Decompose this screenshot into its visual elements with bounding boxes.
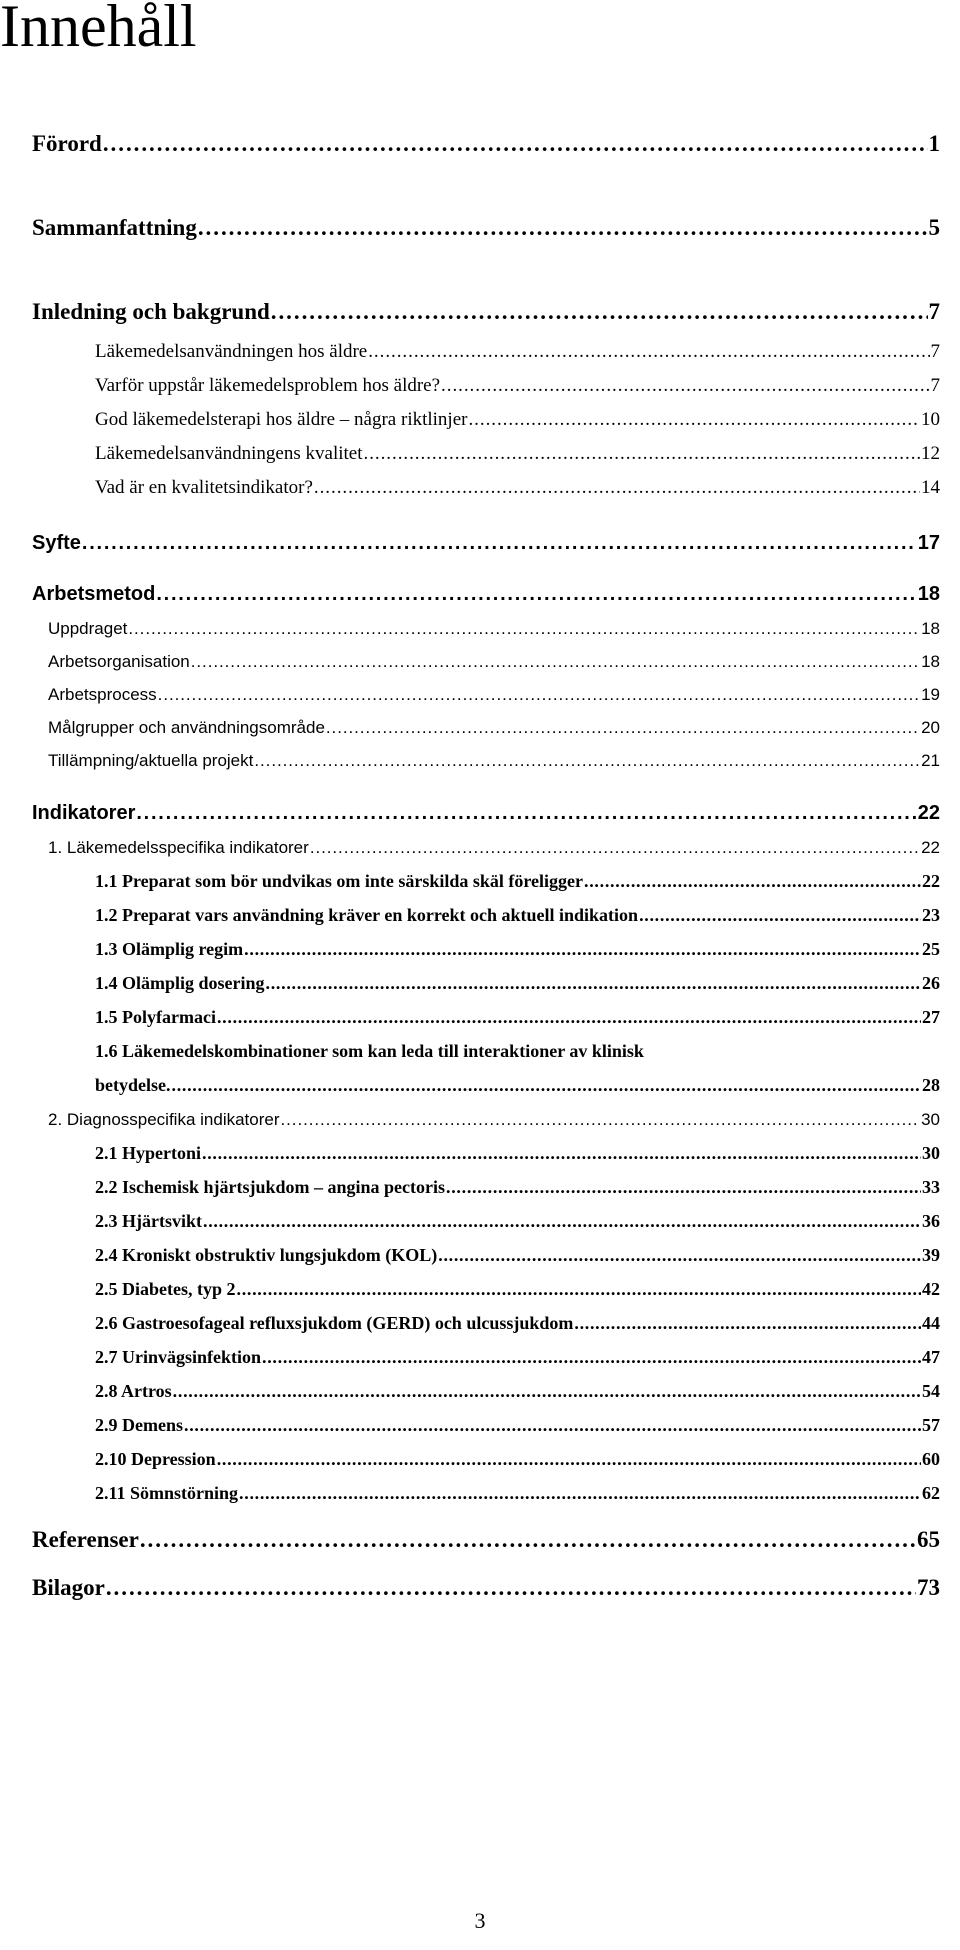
- dot-leader: [136, 802, 916, 825]
- toc-subentry[interactable]: [95, 1449, 940, 1470]
- dot-leader: [446, 1177, 921, 1198]
- toc-entry-label: 2.9 Demens: [95, 1415, 183, 1435]
- toc-entry-label: 2.11 Sömnstörning: [95, 1483, 239, 1503]
- dot-leader: [217, 1007, 921, 1028]
- toc-subentry[interactable]: [95, 443, 940, 465]
- toc-entry-page: 73: [917, 1575, 940, 1600]
- dot-leader: [364, 443, 921, 465]
- toc-entry-forord[interactable]: [32, 131, 940, 157]
- toc-entry-page: 60: [922, 1449, 940, 1469]
- dot-leader: [198, 215, 928, 241]
- dot-leader: [262, 1347, 921, 1368]
- toc-subentry[interactable]: [95, 477, 940, 499]
- toc-entry-page: 7: [930, 341, 940, 362]
- toc-entry-label: 2.10 Depression: [95, 1449, 216, 1469]
- toc-subentry[interactable]: [95, 1143, 940, 1164]
- dot-leader: [281, 1110, 921, 1130]
- toc-entry-label: Arbetsmetod: [32, 583, 156, 605]
- dot-leader: [254, 751, 920, 771]
- toc-entry-label: Målgrupper och användningsområde: [48, 718, 325, 737]
- page-number: 3: [474, 1908, 486, 1933]
- dot-leader: [237, 1279, 922, 1300]
- dot-leader: [326, 718, 920, 738]
- toc-entry-label: 1.3 Olämplig regim: [95, 939, 244, 959]
- toc-entry-page: 44: [922, 1313, 940, 1333]
- toc-entry-page: 7: [928, 299, 940, 324]
- toc-entry-page: 65: [917, 1527, 940, 1552]
- toc-subentry-interaktioner-line1[interactable]: 1.6 Läkemedelskombinationer som kan leda till interaktioner av klinisk: [95, 1041, 644, 1061]
- toc-subentry[interactable]: [95, 1313, 940, 1334]
- toc-subentry[interactable]: [95, 905, 940, 926]
- toc-entry-page: 18: [921, 619, 940, 638]
- toc-subentry[interactable]: [95, 1177, 940, 1198]
- dot-leader: [239, 1483, 921, 1504]
- toc-entry-page: 1: [928, 131, 940, 156]
- toc-entry-label: 1.4 Olämplig dosering: [95, 973, 265, 993]
- toc-subentry-diagnosspecifika[interactable]: [48, 1110, 940, 1130]
- toc-entry-inledning[interactable]: [32, 299, 940, 325]
- toc-entry-page: 39: [922, 1245, 940, 1265]
- toc-entry-page: 22: [921, 838, 940, 857]
- dot-leader: [156, 583, 916, 606]
- dot-leader: [82, 532, 917, 555]
- dot-leader: [468, 409, 920, 431]
- toc-entry-page: 17: [917, 532, 940, 554]
- toc-entry-label: 1. Läkemedelsspecifika indikatorer: [48, 838, 309, 857]
- dot-leader: [217, 1449, 921, 1470]
- toc-entry-label: 1.2 Preparat vars användning kräver en korrekt och aktuell indikation: [95, 905, 639, 925]
- toc-entry-page: 33: [922, 1177, 940, 1197]
- page-title: Innehåll: [0, 0, 197, 59]
- dot-leader: [203, 1211, 921, 1232]
- toc-entry-label: Läkemedelsanvändningen hos äldre: [95, 341, 368, 362]
- toc-entry-page: 25: [922, 939, 940, 959]
- toc-entry-page: 30: [921, 1110, 940, 1129]
- dot-leader: [574, 1313, 921, 1334]
- dot-leader: [158, 685, 920, 705]
- toc-entry-label: Syfte: [32, 532, 81, 554]
- toc-subentry[interactable]: [95, 1245, 940, 1266]
- toc-entry-page: 23: [922, 905, 940, 925]
- toc-entry-page: 28: [922, 1075, 940, 1095]
- toc-entry-label: 2.5 Diabetes, typ 2: [95, 1279, 236, 1299]
- toc-entry-label: 2.3 Hjärtsvikt: [95, 1211, 202, 1231]
- dot-leader: [438, 1245, 921, 1266]
- toc-entry-page: 10: [921, 409, 940, 430]
- toc-entry-label: God läkemedelsterapi hos äldre – några riktlinjer: [95, 409, 468, 430]
- toc-subentry[interactable]: [48, 718, 940, 738]
- toc-entry-indikatorer[interactable]: [32, 802, 940, 825]
- dot-leader: [639, 905, 921, 926]
- dot-leader: [266, 973, 921, 994]
- toc-entry-label: Referenser: [32, 1527, 139, 1552]
- dot-leader: [314, 477, 920, 499]
- toc-entry-label: Läkemedelsanvändningens kvalitet: [95, 443, 363, 464]
- toc-subentry[interactable]: [48, 685, 940, 705]
- toc-subentry[interactable]: [95, 1211, 940, 1232]
- toc-entry-arbetsmetod[interactable]: [32, 583, 940, 606]
- toc-subentry[interactable]: [48, 751, 940, 771]
- toc-entry-page: 18: [917, 583, 940, 605]
- toc-entry-label: Tillämpning/aktuella projekt: [48, 751, 254, 770]
- toc-entry-label: Varför uppstår läkemedelsproblem hos äldre?: [95, 375, 441, 396]
- dot-leader: [106, 1575, 916, 1601]
- toc-subentry[interactable]: [48, 652, 940, 672]
- toc-entry-label: Förord: [32, 131, 102, 156]
- toc-entry-page: 22: [922, 871, 940, 891]
- toc-entry-page: 22: [917, 802, 940, 824]
- dot-leader: [244, 939, 921, 960]
- toc-subentry[interactable]: [95, 1415, 940, 1436]
- dot-leader: [584, 871, 921, 892]
- toc-subentry-lakemedelsspecifika[interactable]: [48, 838, 940, 858]
- toc-entry-label: 1.5 Polyfarmaci: [95, 1007, 216, 1027]
- toc-entry-page: 47: [922, 1347, 940, 1367]
- dot-leader: [173, 1381, 921, 1402]
- dot-leader: [172, 1075, 922, 1096]
- toc-entry-page: 21: [921, 751, 940, 770]
- dot-leader: [184, 1415, 921, 1436]
- toc-subentry[interactable]: [95, 375, 940, 397]
- toc-subentry[interactable]: [95, 973, 940, 994]
- toc-subentry[interactable]: [48, 619, 940, 639]
- toc-entry-label: Vad är en kvalitetsindikator?: [95, 477, 313, 498]
- dot-leader: [202, 1143, 921, 1164]
- toc-entry-page: 42: [922, 1279, 940, 1299]
- toc-entry-label: Uppdraget: [48, 619, 128, 638]
- toc-entry-label: 2. Diagnosspecifika indikatorer: [48, 1110, 280, 1129]
- toc-entry-sammanfattning[interactable]: [32, 215, 940, 241]
- dot-leader: [103, 131, 928, 157]
- toc-subentry[interactable]: [95, 341, 940, 363]
- toc-entry-page: 18: [921, 652, 940, 671]
- toc-entry-label: 2.2 Ischemisk hjärtsjukdom – angina pectoris: [95, 1177, 446, 1197]
- toc-entry-label: betydelse.: [95, 1075, 171, 1095]
- toc-entry-label: Arbetsprocess: [48, 685, 157, 704]
- toc-subentry[interactable]: [95, 1347, 940, 1368]
- toc-entry-label: 2.6 Gastroesofageal refluxsjukdom (GERD) och ulcussjukdom: [95, 1313, 574, 1333]
- dot-leader: [140, 1527, 916, 1553]
- toc-entry-page: 62: [922, 1483, 940, 1503]
- toc-entry-label: 1.1 Preparat som bör undvikas om inte särskilda skäl föreligger: [95, 871, 584, 891]
- dot-leader: [271, 299, 928, 325]
- toc-subentry[interactable]: [95, 1381, 940, 1402]
- dot-leader: [368, 341, 929, 363]
- toc-entry-page: 57: [922, 1415, 940, 1435]
- toc-entry-page: 19: [921, 685, 940, 704]
- toc-entry-page: 26: [922, 973, 940, 993]
- toc-entry-label: Indikatorer: [32, 802, 136, 824]
- toc-entry-page: 12: [921, 443, 940, 464]
- toc-entry-label: Arbetsorganisation: [48, 652, 190, 671]
- toc-subentry[interactable]: [95, 1007, 940, 1028]
- toc-entry-label: 2.8 Artros: [95, 1381, 172, 1401]
- toc-entry-label: 2.4 Kroniskt obstruktiv lungsjukdom (KOL): [95, 1245, 438, 1265]
- toc-subentry[interactable]: [95, 409, 940, 431]
- toc-entry-bilagor[interactable]: [32, 1575, 940, 1601]
- toc-subentry[interactable]: [95, 939, 940, 960]
- toc-entry-page: 36: [922, 1211, 940, 1231]
- dot-leader: [441, 375, 929, 397]
- toc-entry-page: 54: [922, 1381, 940, 1401]
- toc-entry-label: Bilagor: [32, 1575, 105, 1600]
- toc-entry-syfte[interactable]: [32, 532, 940, 555]
- toc-subentry[interactable]: [95, 871, 940, 892]
- toc-entry-label: 2.7 Urinvägsinfektion: [95, 1347, 262, 1367]
- toc-entry-page: 14: [921, 477, 940, 498]
- toc-subentry[interactable]: [95, 1279, 940, 1300]
- toc-entry-label: 2.1 Hypertoni: [95, 1143, 201, 1163]
- dot-leader: [128, 619, 920, 639]
- toc-entry-page: 30: [922, 1143, 940, 1163]
- toc-entry-page: 20: [921, 718, 940, 737]
- toc-entry-label: Sammanfattning: [32, 215, 197, 240]
- toc-entry-referenser[interactable]: [32, 1527, 940, 1553]
- toc-subentry-interaktioner-line2[interactable]: [95, 1075, 940, 1096]
- toc-entry-page: 27: [922, 1007, 940, 1027]
- toc-entry-page: 7: [930, 375, 940, 396]
- toc-entry-label: Inledning och bakgrund: [32, 299, 270, 324]
- dot-leader: [310, 838, 920, 858]
- dot-leader: [191, 652, 920, 672]
- toc-entry-page: 5: [928, 215, 940, 240]
- toc-subentry[interactable]: [95, 1483, 940, 1504]
